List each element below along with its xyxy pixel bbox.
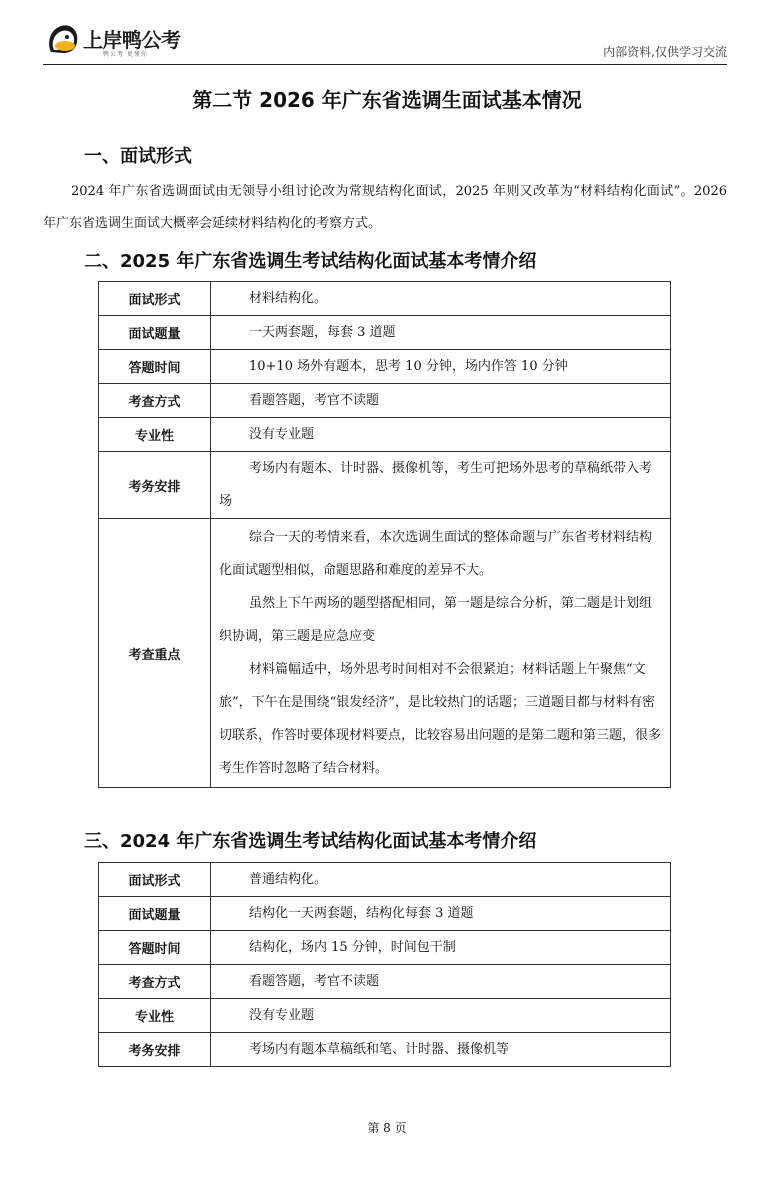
table-row [99,931,671,965]
table-row [99,452,671,519]
row-key: 答题时间 [99,350,211,384]
table-row [99,965,671,999]
value-line: 材料结构化。 [249,291,328,306]
page-header [43,18,727,65]
table-row [99,418,671,452]
row-key: 考查方式 [99,384,211,418]
value-line: 没有专业题 [249,1008,315,1023]
table-row [99,316,671,350]
page-title: 第二节 2026 年广东省选调生面试基本情况 [192,88,582,112]
value-line: 虽然上下午两场的题型搭配相同，第一题是综合分析，第二题是计划组织协调，第三题是应急应变 [219,596,653,644]
table-row [99,350,671,384]
row-key: 面试形式 [99,863,211,897]
table-row [99,1033,671,1067]
value-line: 材料篇幅适中，场外思考时间相对不会很紧迫；材料话题上午聚焦“文旅”，下午在是围绕“银发经济”，是比较热门的话题；三道题目都与材料有密切联系，作答时要体现材料要点，比较容易出问题的是第二题和第三题，很多考生作答时忽略了结合材料。 [219,662,662,776]
table-row [99,384,671,418]
duck-logo-icon [45,22,81,56]
row-key: 专业性 [99,999,211,1033]
table-row [99,519,671,788]
table-row [99,282,671,316]
row-value [211,519,671,788]
row-value [211,965,671,999]
exam-info-table-2025 [98,281,671,788]
row-key: 专业性 [99,418,211,452]
value-line: 普通结构化。 [249,872,328,887]
value-line: 看题答题，考官不读题 [249,974,380,989]
row-key: 答题时间 [99,931,211,965]
table-row [99,863,671,897]
row-key: 考查重点 [99,519,211,788]
value-line: 综合一天的考情来看，本次选调生面试的整体命题与广东省考材料结构化面试题型相似，命题思路和难度的差异不大。 [219,530,653,578]
row-value [211,1033,671,1067]
page-number: 第 8 页 [367,1121,407,1135]
value-line: 没有专业题 [249,427,315,442]
row-value [211,931,671,965]
row-key: 考务安排 [99,452,211,519]
row-value [211,999,671,1033]
value-line: 考场内有题本草稿纸和笔、计时器、摄像机等 [249,1042,510,1057]
brand-slogan: 鸭公考 更懂你 [103,51,148,58]
value-line: 看题答题，考官不读题 [249,393,380,408]
section3-heading: 三、2024 年广东省选调生考试结构化面试基本考情介绍 [84,831,537,852]
value-line: 结构化一天两套题，结构化每套 3 道题 [249,906,474,921]
section2-heading: 二、2025 年广东省选调生考试结构化面试基本考情介绍 [84,251,537,272]
row-value [211,350,671,384]
section1-paragraph: 2024 年广东省选调面试由无领导小组讨论改为常规结构化面试，2025 年则又改革为“材料结构化面试”。2026 年广东省选调生面试大概率会延续材料结构化的考察方式。 [43,184,727,231]
value-line: 结构化，场内 15 分钟，时间包干制 [249,940,456,955]
row-key: 面试形式 [99,282,211,316]
section1-heading: 一、面试形式 [84,146,192,167]
internal-use-note: 内部资料,仅供学习交流 [603,45,727,59]
row-key: 考查方式 [99,965,211,999]
table-row [99,999,671,1033]
row-value [211,316,671,350]
value-line: 考场内有题本、计时器、摄像机等，考生可把场外思考的草稿纸带入考场 [219,461,653,509]
row-value [211,282,671,316]
brand-logo [45,20,185,60]
table-row [99,897,671,931]
row-key: 面试题量 [99,316,211,350]
value-line: 10+10 场外有题本，思考 10 分钟，场内作答 10 分钟 [249,359,568,374]
brand-name: 上岸鸭公考 [83,28,181,52]
row-value [211,418,671,452]
row-value [211,863,671,897]
exam-info-table-2024 [98,862,671,1067]
row-value [211,384,671,418]
value-line: 一天两套题，每套 3 道题 [249,325,396,340]
row-value [211,452,671,519]
row-value [211,897,671,931]
row-key: 考务安排 [99,1033,211,1067]
row-key: 面试题量 [99,897,211,931]
